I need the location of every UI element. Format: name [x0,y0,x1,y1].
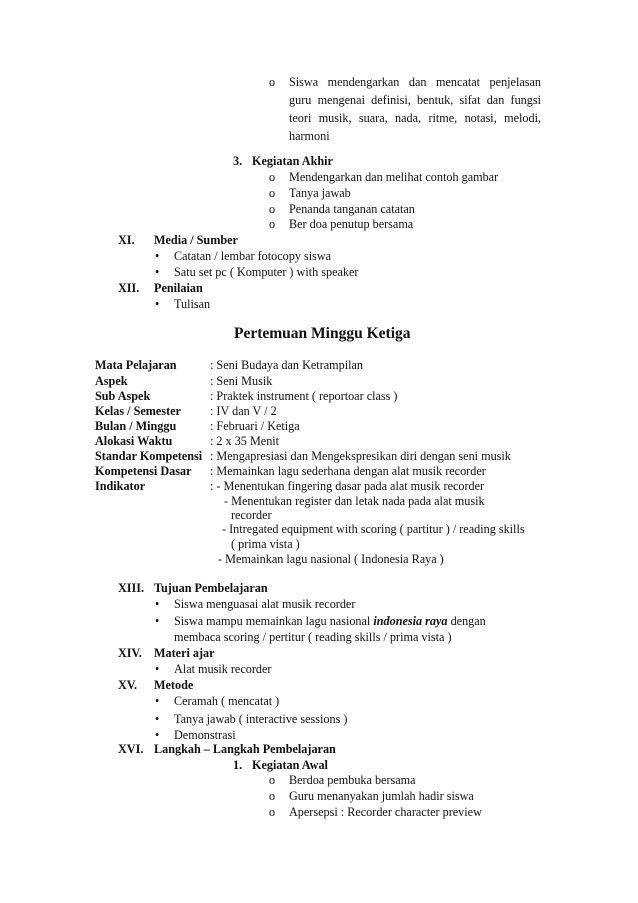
info-value: : Seni Musik [210,374,273,388]
section-numeral: XI. [118,233,135,247]
list-item [174,614,486,629]
list-marker: o [269,202,276,216]
section-title: Langkah – Langkah Pembelajaran [154,742,336,756]
bullet-icon: • [155,265,160,279]
list-marker: o [269,186,276,200]
info-label: Sub Aspek [95,389,151,403]
list-marker: o [269,75,276,89]
indikator-line: recorder [231,508,272,522]
meeting-heading: Pertemuan Minggu Ketiga [234,325,411,342]
info-label: Aspek [95,374,128,388]
section-title: Materi ajar [154,646,215,660]
list-item-line: membaca scoring / pertitur ( reading skills / prima vista ) [174,630,452,644]
section-numeral: XV. [118,678,138,692]
info-value: : Praktek instrument ( reportoar class ) [210,389,398,403]
section-title: Media / Sumber [154,233,238,247]
info-label: Mata Pelajaran [95,358,177,372]
list-marker: o [269,170,276,184]
step-title: Kegiatan Awal [252,758,328,772]
list-item-text: dengan [447,614,486,628]
section-numeral: XIII. [118,581,145,595]
section-title: Penilaian [154,281,203,295]
list-marker: o [269,773,276,787]
bullet-icon: • [155,614,160,628]
list-item: Penanda tanganan catatan [289,202,415,216]
bullet-icon: • [155,597,160,611]
list-item: Ceramah ( mencatat ) [174,694,280,708]
bullet-icon: • [155,694,160,708]
info-value: : Seni Budaya dan Ketrampilan [210,358,363,372]
list-item: Berdoa pembuka bersama [289,773,416,787]
list-item: Guru menanyakan jumlah hadir siswa [289,789,474,803]
info-value: : Februari / Ketiga [210,419,300,433]
list-item: Tanya jawab [289,186,351,200]
list-marker: o [269,217,276,231]
indikator-line: - Memainkan lagu nasional ( Indonesia Raya ) [218,552,444,566]
info-label: Bulan / Minggu [95,419,177,433]
info-value: : Memainkan lagu sederhana dengan alat musik recorder [210,464,486,478]
info-label: Alokasi Waktu [95,434,173,448]
list-item: Mendengarkan dan melihat contoh gambar [289,170,499,184]
section-title: Metode [154,678,194,692]
bullet-icon: • [155,712,160,726]
indikator-line: - Menentukan register dan letak nada pada alat musik [224,494,485,508]
list-item-line: Siswa mendengarkan dan mencatat penjelasan [289,75,541,89]
list-marker: o [269,805,276,819]
info-value: : IV dan V / 2 [210,404,277,418]
bullet-icon: • [155,249,160,263]
step-number: 1. [233,758,243,772]
step-number: 3. [233,154,243,168]
list-item: Tanya jawab ( interactive sessions ) [174,712,348,726]
section-title: Tujuan Pembelajaran [154,581,268,595]
emphasis-text: indonesia raya [373,614,448,628]
list-item-text: Siswa mampu memainkan lagu nasional [174,614,374,628]
section-numeral: XIV. [118,646,142,660]
info-label: Standar Kompetensi [95,449,203,463]
info-label: Indikator [95,479,146,493]
info-value: : Mengapresiasi dan Mengekspresikan diri dengan seni musik [210,449,511,463]
list-item: Ber doa penutup bersama [289,217,414,231]
list-marker: o [269,789,276,803]
list-item: Alat musik recorder [174,662,272,676]
info-value: : 2 x 35 Menit [210,434,280,448]
list-item: Siswa menguasai alat musik recorder [174,597,356,611]
indikator-line: - Intregated equipment with scoring ( partitur ) / reading skills [222,522,525,536]
indikator-line: ( prima vista ) [231,537,300,551]
list-item: Demonstrasi [174,728,236,742]
list-item-line: harmoni [289,129,330,143]
list-item: Tulisan [174,297,211,311]
bullet-icon: • [155,297,160,311]
section-numeral: XVI. [118,742,144,756]
step-title: Kegiatan Akhir [252,154,333,168]
info-label: Kompetensi Dasar [95,464,192,478]
section-numeral: XII. [118,281,140,295]
bullet-icon: • [155,728,160,742]
list-item: Catatan / lembar fotocopy siswa [174,249,332,263]
list-item: Apersepsi : Recorder character preview [289,805,482,819]
list-item: Satu set pc ( Komputer ) with speaker [174,265,359,279]
info-value: : - Menentukan fingering dasar pada alat musik recorder [210,479,485,493]
info-label: Kelas / Semester [95,404,181,418]
list-item-line: guru mengenai definisi, bentuk, sifat dan fungsi [289,93,541,107]
bullet-icon: • [155,662,160,676]
list-item-line: teori musik, suara, nada, ritme, notasi, melodi, [289,111,541,125]
